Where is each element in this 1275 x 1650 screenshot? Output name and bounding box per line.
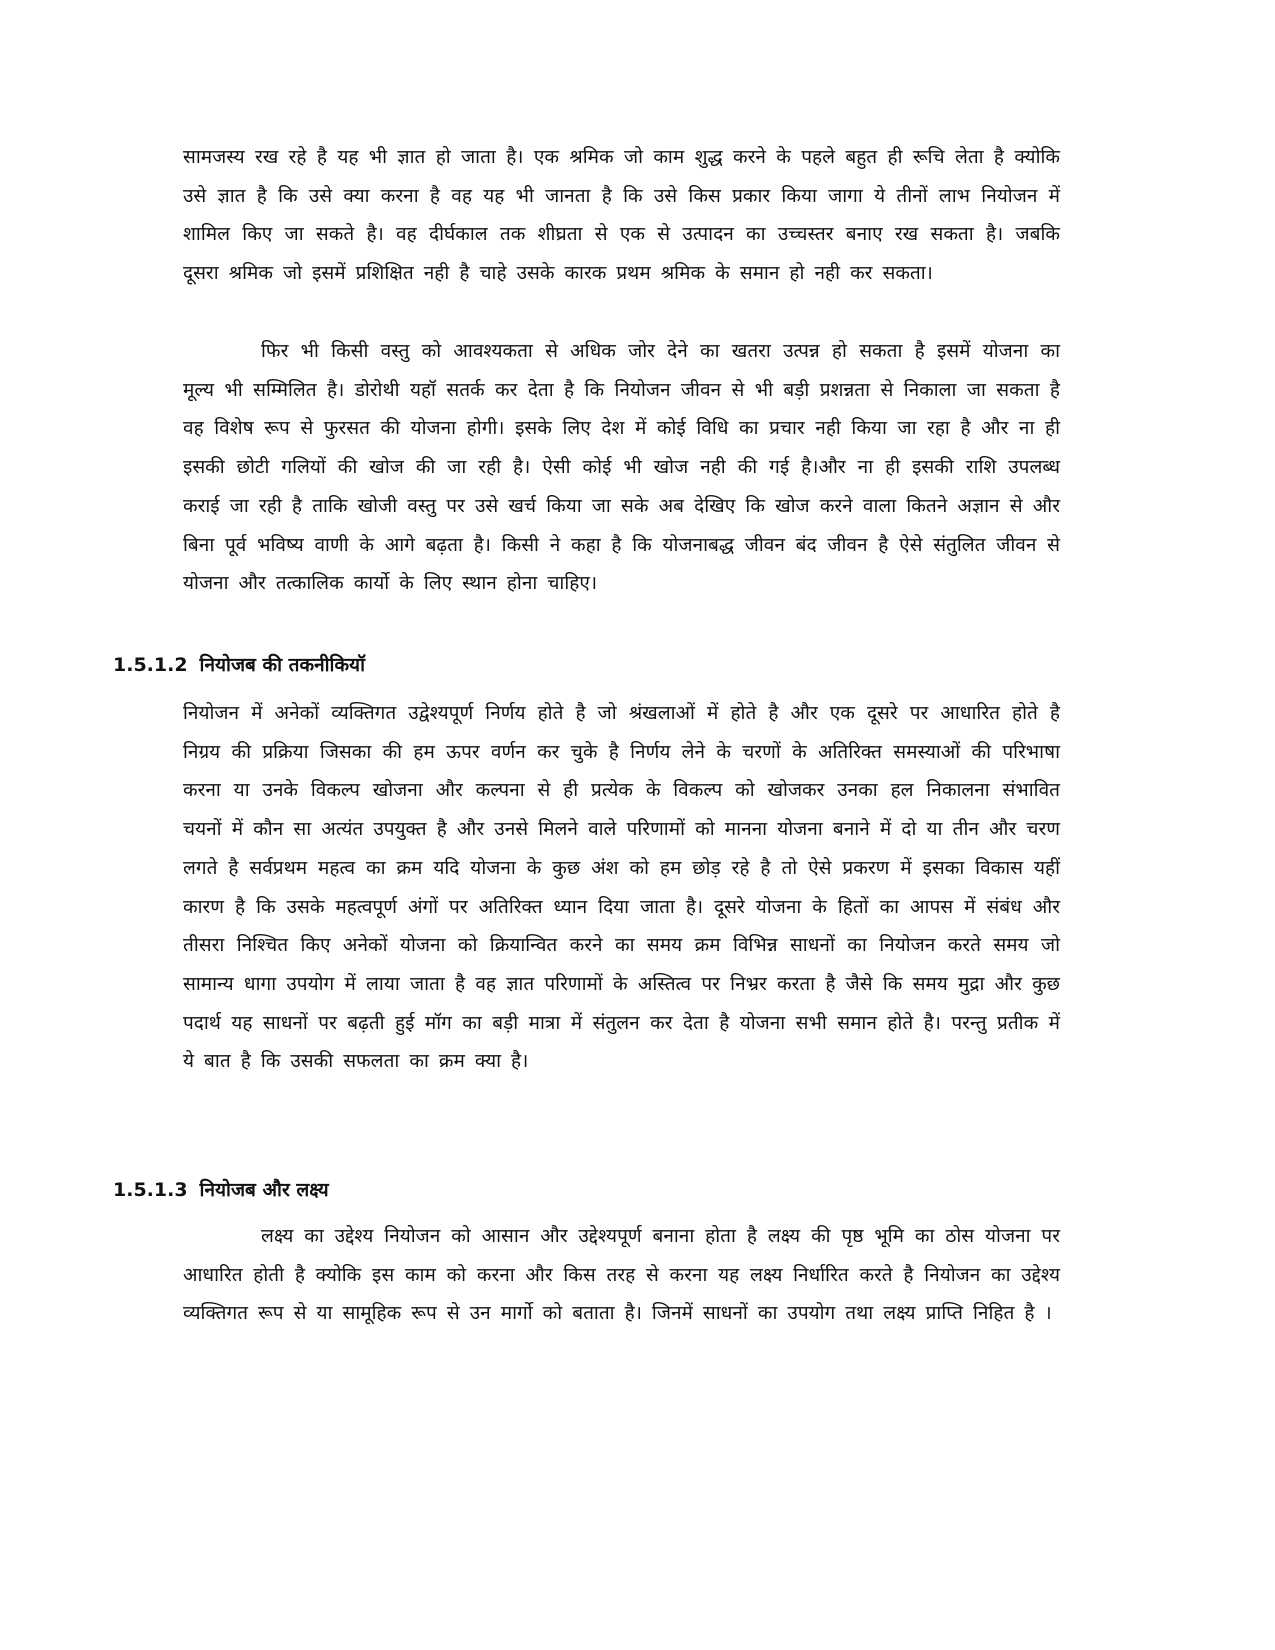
- paragraph-4: लक्ष्य का उद्देश्य नियोजन को आसान और उद्देश्यपूर्ण बनाना होता है लक्ष्य की पृष्ठ भूमि का ठोस योजना पर आधारित होती है क्योकि इस काम को करना और किस तरह से करना यह लक्ष्य निर्धारित करते है नियोजन का उद्देश्य व्यक्तिगत रूप से या सामूहिक रूप से उन मार्गो को बताता है। जिनमें साधनों का उपयोग तथा लक्ष्य प्राप्ति निहित है ।: [183, 1225, 1060, 1325]
- paragraph-3: नियोजन में अनेकों व्यक्तिगत उद्वेश्यपूर्ण निर्णय होते है जो श्रंखलाओं में होते है और एक दूसरे पर आधारित होते है निग्रय की प्रक्रिया जिसका की हम ऊपर वर्णन कर चुके है निर्णय लेने के चरणों के अतिरिक्त समस्याओं की परिभाषा करना या उनके विकल्प खोजना और कल्पना से ही प्रत्येक के विकल्प को खोजकर उनका हल निकालना संभावित चयनों में कौन सा अत्यंत उपयुक्त है और उनसे मिलने वाले परिणामों को मानना योजना बनाने में दो या तीन और चरण लगते है सर्वप्रथम महत्व का क्रम यदि योजना के कुछ अंश को हम छोड़ रहे है तो ऐसे प्रकरण में इसका विकास यहीं कारण है कि उसके महत्वपूर्ण अंगों पर अतिरिक्त ध्यान दिया जाता है। दूसरे योजना के हितों का आपस में संबंध और तीसरा निश्चित किए अनेकों योजना को क्रियान्वित करने का समय क्रम विभिन्न साधनों का नियोजन करते समय जो सामान्य धागा उपयोग में लाया जाता है वह ज्ञात परिणामों के अस्तित्व पर निभ्रर करता है जैसे कि समय मुद्रा और कुछ पदार्थ यह साधनों पर बढ़ती हुई मॉग का बड़ी मात्रा में संतुलन कर देता है योजना सभी समान होते है। परन्तु प्रतीक में ये बात है कि उसकी सफलता का क्रम क्या है।: [183, 702, 1060, 1073]
- paragraph-1: सामजस्य रख रहे है यह भी ज्ञात हो जाता है। एक श्रमिक जो काम शुद्ध करने के पहले बहुत ही रूचि लेता है क्योकि उसे ज्ञात है कि उसे क्या करना है वह यह भी जानता है कि उसे किस प्रकार किया जागा ये तीनों लाभ नियोजन में शामिल किए जा सकते है। वह दीर्घकाल तक शीघ्रता से एक से उत्पादन का उच्चस्तर बनाए रख सकता है। जबकि दूसरा श्रमिक जो इसमें प्रशिक्षित नही है चाहे उसके कारक प्रथम श्रमिक के समान हो नही कर सकता।: [183, 146, 1060, 285]
- section-heading-1-5-1-2: [113, 650, 365, 680]
- section-title: नियोजब की तकनीकियॉ: [199, 654, 365, 676]
- section-number: 1.5.1.2: [113, 654, 188, 676]
- paragraph-2: फिर भी किसी वस्तु को आवश्यकता से अधिक जोर देने का खतरा उत्पन्न हो सकता है इसमें योजना का मूल्य भी सम्मिलित है। डोरोथी यहॉ सतर्क कर देता है कि नियोजन जीवन से भी बड़ी प्रशन्नता से निकाला जा सकता है वह विशेष रूप से फुरसत की योजना होगी। इसके लिए देश में कोई विधि का प्रचार नही किया जा रहा है और ना ही इसकी छोटी गलियों की खोज की जा रही है। ऐसी कोई भी खोज नही की गई है।और ना ही इसकी राशि उपलब्ध कराई जा रही है ताकि खोजी वस्तु पर उसे खर्च किया जा सके अब देखिए कि खोज करने वाला कितने अज्ञान से और बिना पूर्व भविष्य वाणी के आगे बढ़ता है। किसी ने कहा है कि योजनाबद्ध जीवन बंद जीवन है ऐसे संतुलित जीवन से योजना और तत्कालिक कार्यो के लिए स्थान होना चाहिए।: [183, 340, 1060, 595]
- section-title: नियोजब और लक्ष्य: [199, 1179, 329, 1201]
- section-number: 1.5.1.3: [113, 1179, 188, 1201]
- section-heading-1-5-1-3: [113, 1175, 329, 1205]
